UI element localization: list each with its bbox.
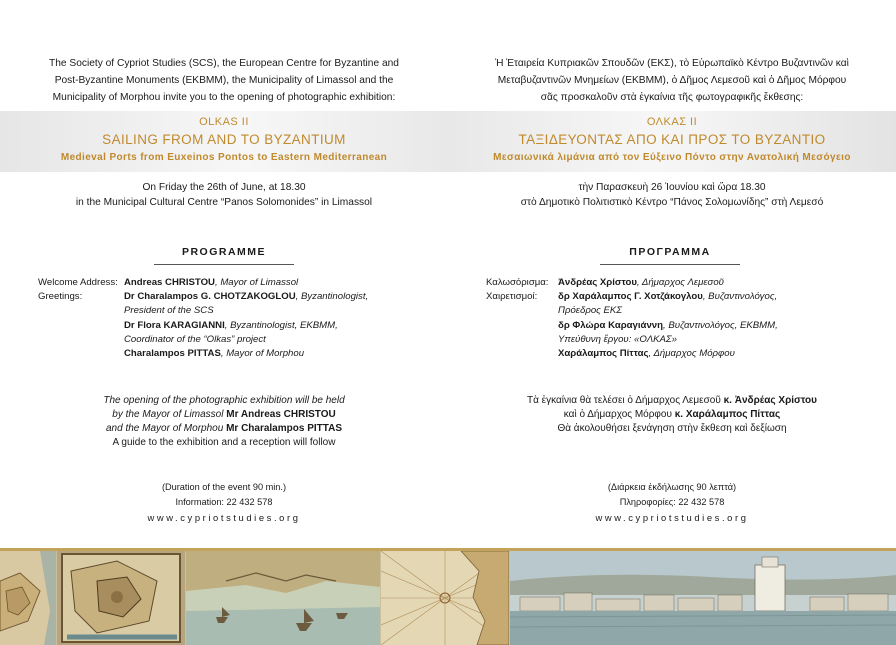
exhibition-subtitle: Medieval Ports from Euxeinos Pontos to Eastern Mediterranean: [60, 152, 388, 163]
programme-row: [486, 347, 778, 361]
programme-row: [486, 333, 778, 347]
reception-line: A guide to the exhibition and a reception will follow: [112, 437, 336, 448]
mayor-name: Mr Charalampos PITTAS: [226, 423, 343, 434]
exhibition-title: ΤΑΞΙΔΕΥΟΝΤΑΣ ΑΠΟ ΚΑΙ ΠΡΟΣ ΤΟ ΒΥΖΑΝΤΙΟ: [518, 132, 826, 147]
duration-note: (Duration of the event 90 min.): [161, 482, 287, 492]
opening-note: [20, 394, 428, 450]
programme-row: [38, 290, 368, 304]
intro-line: Μεταβυζαντινῶν Μνημείων (ΕΚΒΜΜ), ὁ Δῆμος Λεμεσοῦ καὶ ὁ Δῆμος Μόρφου: [497, 75, 847, 86]
info-phone: Πληροφορίες: 22 432 578: [619, 497, 725, 507]
speaker-role: Υπεύθυνη ἔργου: «ΟΛΚΑΣ»: [558, 333, 678, 345]
date-line: τὴν Παρασκευὴ 26 Ἰουνίου καὶ ὥρα 18.30: [578, 182, 766, 193]
programme-row: [486, 304, 778, 318]
exhibition-series: OLKAS II: [199, 116, 249, 128]
website-link[interactable]: www.cypriotstudies.org: [147, 512, 301, 523]
speaker-role: , Δήμαρχος Μόρφου: [648, 348, 735, 360]
speaker-role: Coordinator of the “Olkas” project: [124, 333, 266, 345]
programme-row: [38, 333, 368, 347]
mayor-name: κ. Χαράλαμπος Πίττας: [674, 409, 781, 420]
opening-line: by the Mayor of Limassol: [112, 409, 227, 420]
speaker-role: , Βυζαντινολόγος, ΕΚΒΜΜ,: [662, 319, 778, 331]
speaker-role: , Mayor of Limassol: [214, 277, 299, 288]
footer-info: [468, 480, 876, 525]
speaker-name: Χαράλαμπος Πίττας: [558, 348, 649, 360]
speaker-role: President of the SCS: [124, 305, 214, 317]
greek-panel: [448, 0, 896, 548]
programme-row: [486, 319, 778, 333]
programme-label: [38, 319, 124, 333]
programme-label: Welcome Address:: [38, 277, 118, 288]
map-image-1: [0, 551, 56, 645]
programme-label: [486, 333, 558, 347]
speaker-role: Πρόεδρος ΕΚΣ: [558, 305, 623, 317]
speaker-name: Andreas CHRISTOU: [124, 277, 215, 288]
venue-line: στὸ Δημοτικὸ Πολιτιστικὸ Κέντρο “Πάνος Σολομωνίδης” στὴ Λεμεσό: [520, 197, 824, 208]
intro-line: Ἡ Ἑταιρεία Κυπριακῶν Σπουδῶν (ΕΚΣ), τὸ Εὐρωπαϊκὸ Κέντρο Βυζαντινῶν καὶ: [495, 58, 849, 69]
opening-note: [468, 394, 876, 436]
programme-heading: PROGRAMME: [154, 246, 294, 265]
exhibition-subtitle: Μεσαιωνικά λιμάνια από τον Εύξεινο Πόντο στην Ανατολική Μεσόγειο: [493, 152, 851, 163]
speaker-name: Charalampos PITTAS: [124, 348, 221, 360]
programme-label: [486, 347, 558, 361]
harbour-map-image: [186, 551, 380, 645]
speaker-name: δρ Φλώρα Καραγιάννη: [558, 319, 663, 331]
opening-line: and the Mayor of Morphou: [105, 423, 227, 434]
opening-line: The opening of the photographic exhibition will be held: [103, 395, 345, 406]
programme-heading: ΠΡΟΓΡΑΜΜΑ: [600, 246, 740, 265]
title-band: [448, 111, 896, 172]
programme-row: [486, 276, 778, 290]
programme-label: Greetings:: [38, 291, 83, 303]
date-line: On Friday the 26th of June, at 18.30: [142, 182, 306, 193]
image-strip: [0, 548, 896, 645]
programme-label: Χαιρετισμοί:: [486, 291, 538, 303]
speaker-name: Dr Flora KARAGIANNI: [124, 319, 225, 331]
programme-label: [38, 333, 124, 347]
speaker-name: δρ Χαράλαμπος Γ. Χοτζάκογλου: [558, 291, 703, 303]
intro-text: [478, 55, 866, 106]
programme-label: Καλωσόρισμα:: [486, 277, 549, 288]
speaker-name: Dr Charalampos G. CHOTZAKOGLOU: [124, 291, 296, 303]
reception-line: Θὰ ἀκολουθήσει ξενάγηση στὴν ἔκθεση καὶ δεξίωση: [557, 423, 787, 434]
programme-row: [38, 304, 368, 318]
programme-list: [38, 276, 368, 361]
duration-note: (Διάρκεια ἐκδήλωσης 90 λεπτά): [607, 482, 737, 492]
exhibition-series: ΟΛΚΑΣ ΙΙ: [646, 116, 698, 128]
website-link[interactable]: www.cypriotstudies.org: [595, 512, 749, 523]
programme-label: [486, 319, 558, 333]
speaker-role: , Byzantinologist,: [295, 291, 369, 303]
mayor-name: κ. Ἀνδρέας Χρίστου: [723, 395, 817, 406]
opening-line: Τὰ ἐγκαίνια θὰ τελέσει ὁ Δήμαρχος Λεμεσοῦ: [527, 395, 724, 406]
speaker-role: , Byzantinologist, EKBMM,: [224, 319, 338, 331]
portolan-chart-image: [381, 551, 509, 645]
programme-row: [486, 290, 778, 304]
speaker-role: , Mayor of Morphou: [220, 348, 305, 360]
speaker-role: , Βυζαντινολόγος,: [702, 291, 778, 303]
programme-label: [38, 304, 124, 318]
programme-label: [486, 304, 558, 318]
info-phone: Information: 22 432 578: [175, 497, 273, 507]
programme-row: [38, 347, 368, 361]
mayor-name: Mr Andreas CHRISTOU: [226, 409, 336, 420]
intro-line: Post-Byzantine Monuments (EKBMM), the Municipality of Limassol and the: [54, 75, 394, 86]
fortress-map-image: [57, 551, 185, 645]
intro-line: Municipality of Morphou invite you to the opening of photographic exhibition:: [52, 92, 396, 103]
speaker-role: , Δήμαρχος Λεμεσοῦ: [636, 277, 724, 288]
programme-row: [38, 319, 368, 333]
venue-line: in the Municipal Cultural Centre “Panos Solomonides” in Limassol: [75, 197, 373, 208]
date-venue: [468, 180, 876, 210]
speaker-name: Ἀνδρέας Χρίστου: [558, 277, 637, 288]
exhibition-title: SAILING FROM AND TO BYZANTIUM: [102, 132, 346, 147]
programme-label: [38, 347, 124, 361]
intro-line: σᾶς προσκαλοῦν στὰ ἐγκαίνια τῆς φωτογραφικῆς ἔκθεσης:: [540, 92, 804, 103]
footer-info: [20, 480, 428, 525]
title-band: [0, 111, 448, 172]
opening-line: καὶ ὁ Δήμαρχος Μόρφου: [563, 409, 675, 420]
seafront-panorama-image: [510, 551, 896, 645]
english-panel: [0, 0, 448, 548]
programme-list: [486, 276, 778, 361]
intro-text: [30, 55, 418, 106]
date-venue: [20, 180, 428, 210]
intro-line: The Society of Cypriot Studies (SCS), the European Centre for Byzantine and: [49, 58, 399, 69]
programme-row: [38, 276, 368, 290]
